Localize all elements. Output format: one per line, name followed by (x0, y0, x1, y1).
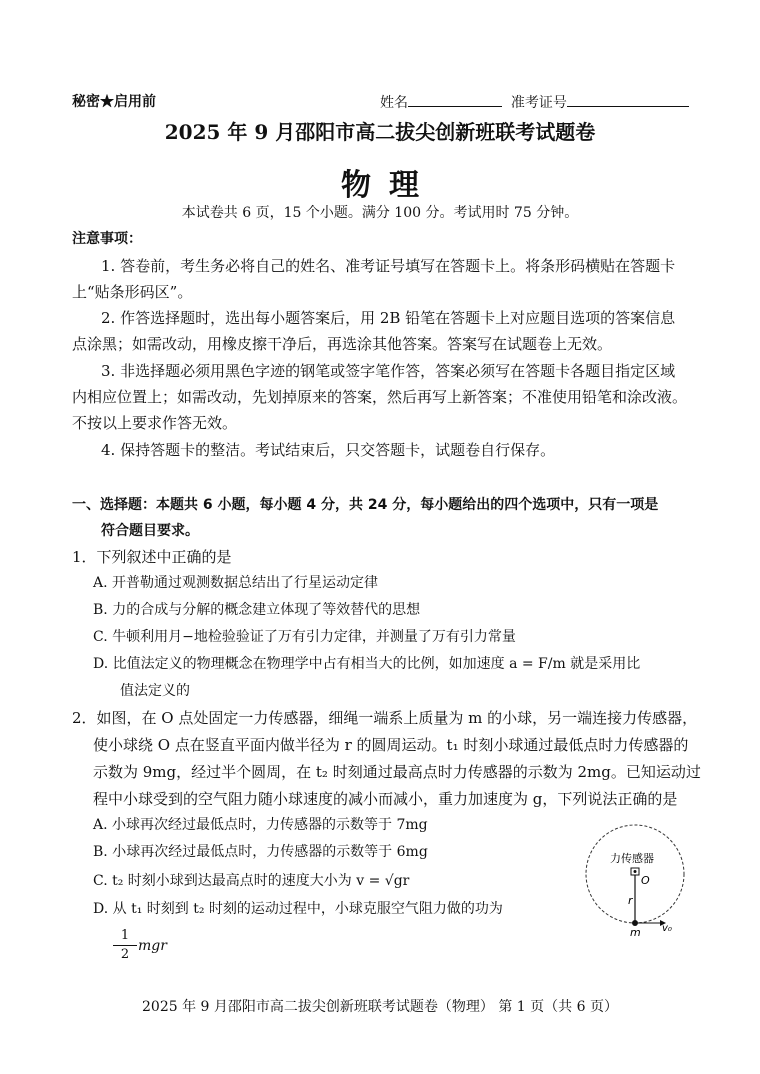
m-label: m (630, 926, 641, 938)
paper-title: 2025 年 9 月邵阳市高二拔尖创新班联考试题卷 (164, 120, 596, 144)
r-label: r (628, 894, 633, 907)
q2-option-d-tail: mgr (138, 938, 167, 954)
exam-no-blank (567, 92, 689, 107)
q2-stem: 2．如图，在 O 点处固定一力传感器，细绳一端系上质量为 m 的小球，另一端连接力传感器， (72, 709, 698, 727)
notice-line: 2. 作答选择题时，选出每小题答案后，用 2B 铅笔在答题卡上对应题目选项的答案信息 (101, 309, 676, 327)
fraction-bar (113, 945, 137, 946)
q2-option-c: C. t₂ 时刻小球到达最高点时的速度大小为 v = √gr (93, 873, 410, 889)
q2-option-d: D. 从 t₁ 时刻到 t₂ 时刻的运动过程中，小球克服空气阻力做的功为 (93, 901, 503, 917)
q1-option-d-cont: 值法定义的 (120, 683, 190, 699)
q2-option-b: B. 小球再次经过最低点时，力传感器的示数等于 6mg (93, 844, 428, 860)
fraction-numerator: 1 (120, 928, 130, 943)
q2-stem: 使小球绕 O 点在竖直平面内做半径为 r 的圆周运动。t₁ 时刻小球通过最低点时力传感器的 (93, 736, 689, 754)
notice-line: 4. 保持答题卡的整洁。考试结束后，只交答题卡，试题卷自行保存。 (101, 441, 556, 459)
exam-no-label: 准考证号 (510, 95, 567, 111)
q1-stem: 1．下列叙述中正确的是 (72, 548, 232, 566)
subject-title: 物理 (341, 168, 437, 203)
page-footer: 2025 年 9 月邵阳市高二拔尖创新班联考试题卷（物理） 第 1 页（共 6 页） (142, 999, 618, 1015)
secret-label: 秘密★启用前 (72, 94, 156, 110)
q2-option-a: A. 小球再次经过最低点时，力传感器的示数等于 7mg (93, 817, 428, 833)
fraction-half (113, 928, 137, 963)
o-label: O (641, 874, 650, 887)
q2-stem: 程中小球受到的空气阻力随小球速度的减小而减小，重力加速度为 g，下列说法正确的是 (93, 790, 678, 808)
circular-motion-figure (578, 816, 696, 938)
section-heading-cont: 符合题目要求。 (101, 523, 199, 539)
section-heading: 一、选择题：本题共 6 小题，每小题 4 分，共 24 分，每小题给出的四个选项中，只有一项是 (72, 497, 659, 513)
q1-option-c: C. 牛顿利用月−地检验验证了万有引力定律，并测量了万有引力常量 (93, 629, 516, 645)
q1-option-b: B. 力的合成与分解的概念建立体现了等效替代的思想 (93, 602, 421, 618)
name-label: 姓名 (380, 95, 408, 111)
notice-line: 点涂黑；如需改动，用橡皮擦干净后，再选涂其他答案。答案写在试题卷上无效。 (72, 335, 613, 353)
fraction-denominator: 2 (120, 947, 130, 962)
notice-line: 内相应位置上；如需改动，先划掉原来的答案，然后再写上新答案；不准使用铅笔和涂改液。 (72, 388, 688, 406)
q2-stem: 示数为 9mg，经过半个圆周，在 t₂ 时刻通过最高点时力传感器的示数为 2mg。已知运动过 (93, 763, 701, 781)
notice-line: 1. 答卷前，考生务必将自己的姓名、准考证号填写在答题卡上。将条形码横贴在答题卡 (101, 257, 676, 275)
q1-option-d: D. 比值法定义的物理概念在物理学中占有相当大的比例，如加速度 a = F/m 就是采用比 (93, 656, 641, 672)
notice-line: 3. 非选择题必须用黑色字迹的钢笔或签字笔作答，答案必须写在答题卡各题目指定区域 (101, 362, 676, 380)
v0-label: v₀ (662, 923, 672, 934)
q1-option-a: A. 开普勒通过观测数据总结出了行星运动定律 (93, 575, 379, 591)
sensor-label: 力传感器 (610, 852, 654, 865)
notice-heading: 注意事项： (72, 231, 142, 247)
name-field (380, 92, 689, 113)
name-blank (408, 92, 502, 107)
paper-info: 本试卷共 6 页，15 个小题。满分 100 分。考试用时 75 分钟。 (181, 205, 579, 221)
notice-line: 上“贴条形码区”。 (72, 283, 193, 301)
pivot-point (634, 870, 637, 873)
notice-line: 不按以上要求作答无效。 (72, 414, 238, 432)
